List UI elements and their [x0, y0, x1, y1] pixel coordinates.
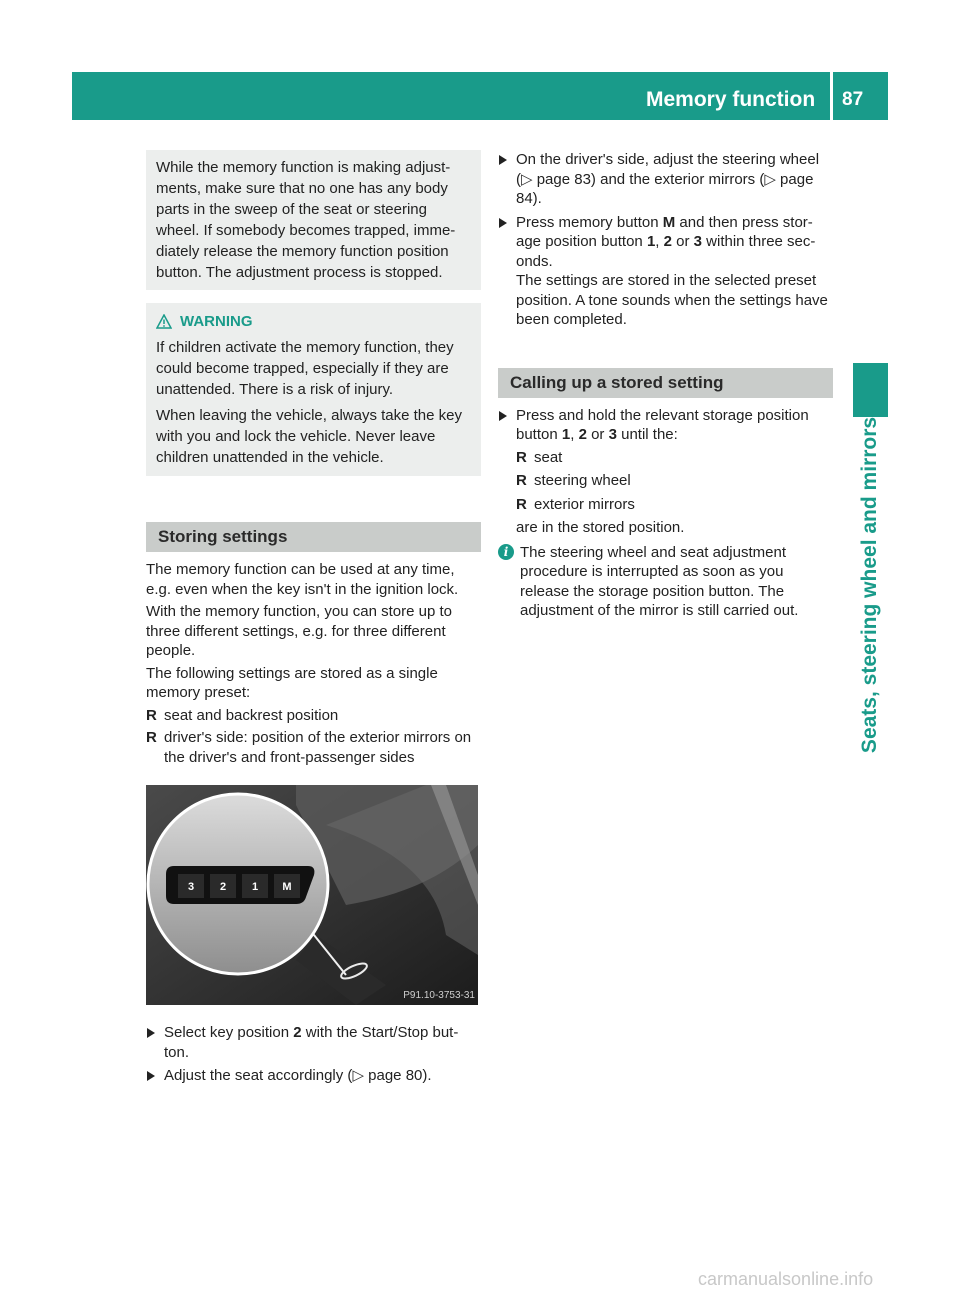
paragraph: With the memory function, you can store up to three different settings, e.g. for three different people.	[146, 603, 452, 659]
warning-box	[146, 303, 481, 476]
bullet-mark: R	[146, 706, 157, 724]
warning-triangle-icon	[156, 314, 172, 329]
steps-list	[498, 406, 833, 538]
stored-settings-list	[146, 706, 481, 768]
list-item: R steering wheel	[516, 472, 631, 489]
info-note	[498, 543, 833, 621]
page-ref-icon: ▷	[764, 170, 776, 188]
paragraph: The memory function can be used at any time, e.g. even when the key isn't in the ignition lock.	[146, 561, 459, 598]
step-arrow-icon	[499, 411, 507, 421]
page-title: Memory function	[646, 88, 816, 111]
info-text: The steering wheel and seat adjustment procedure is interrupted as soon as you release the storage position button. The adjustment of the mirror is still carried out.	[520, 543, 799, 619]
info-icon: i	[498, 544, 514, 560]
header-divider	[830, 72, 833, 120]
paragraph: The following settings are stored as a single memory preset:	[146, 664, 438, 701]
door-panel-illustration	[146, 785, 478, 1005]
warning-title: WARNING	[180, 313, 253, 330]
caution-text: While the memory function is making adjust-ments, make sure that no one has any body parts in the sweep of the seat or steering wheel. If somebody becomes trapped, imme-diately release the memory function position button. The adjustment process is stopped.	[156, 159, 456, 281]
section-heading-calling: Calling up a stored setting	[498, 368, 833, 398]
step-result: are in the stored position.	[516, 519, 685, 536]
caution-box	[146, 150, 481, 290]
page-number: 87	[842, 89, 864, 110]
list-item: R exterior mirrors	[516, 495, 635, 513]
step-arrow-icon	[147, 1028, 155, 1038]
steps-list	[146, 1023, 481, 1086]
memory-button-1: 1	[251, 881, 259, 893]
list-item: R driver's side: position of the exterior mirrors on the driver's and front-passenger sides	[146, 729, 472, 766]
step-item: Select key position 2 with the Start/Stop but-ton.	[146, 1023, 481, 1062]
warning-paragraph: If children activate the memory function, they could become trapped, especially if they are unattended. There is a risk of injury.	[156, 339, 454, 398]
bullet-mark: R	[516, 448, 527, 466]
section-heading-storing: Storing settings	[146, 522, 481, 552]
page-ref-icon: ▷	[352, 1067, 364, 1084]
figure-code: P91.10-3753-31	[403, 990, 475, 1001]
step-item: Press and hold the relevant storage position button 1, 2 or 3 until the: R seat R steering wheel R exterior mirrors are in the stored position.	[498, 406, 833, 538]
memory-buttons-figure	[146, 785, 478, 1005]
list-item: R seat and backrest position	[146, 706, 339, 724]
left-column	[146, 150, 481, 1090]
step-arrow-icon	[499, 155, 507, 165]
bullet-mark: R	[516, 472, 527, 489]
steps-list	[498, 150, 833, 330]
memory-button-2: 2	[219, 881, 227, 893]
warning-paragraph: When leaving the vehicle, always take the key with you and lock the vehicle. Never leave children unattended in the vehicle.	[156, 407, 462, 466]
page-ref-icon: ▷	[521, 170, 533, 188]
side-tab-label: Seats, steering wheel and mirrors	[858, 416, 881, 754]
watermark: carmanualsonline.info	[698, 1269, 874, 1289]
step-arrow-icon	[147, 1071, 155, 1081]
memory-button-m: M	[282, 881, 292, 893]
step-arrow-icon	[499, 218, 507, 228]
step-item: Adjust the seat accordingly (▷ page 80).	[146, 1066, 481, 1086]
bullet-mark: R	[146, 729, 157, 746]
list-item: R seat	[516, 448, 563, 466]
right-column	[498, 150, 833, 621]
step-item: On the driver's side, adjust the steering wheel (▷ page 83) and the exterior mirrors (▷ page 84).	[498, 150, 833, 209]
bullet-mark: R	[516, 495, 527, 513]
step-item: Press memory button M and then press stor-age position button 1, 2 or 3 within three sec-onds. The settings are stored in the selected preset position. A tone sounds when the settings have been completed.	[498, 213, 833, 330]
memory-button-3: 3	[187, 881, 195, 893]
stored-items-list	[516, 448, 833, 515]
warning-heading	[156, 311, 471, 332]
